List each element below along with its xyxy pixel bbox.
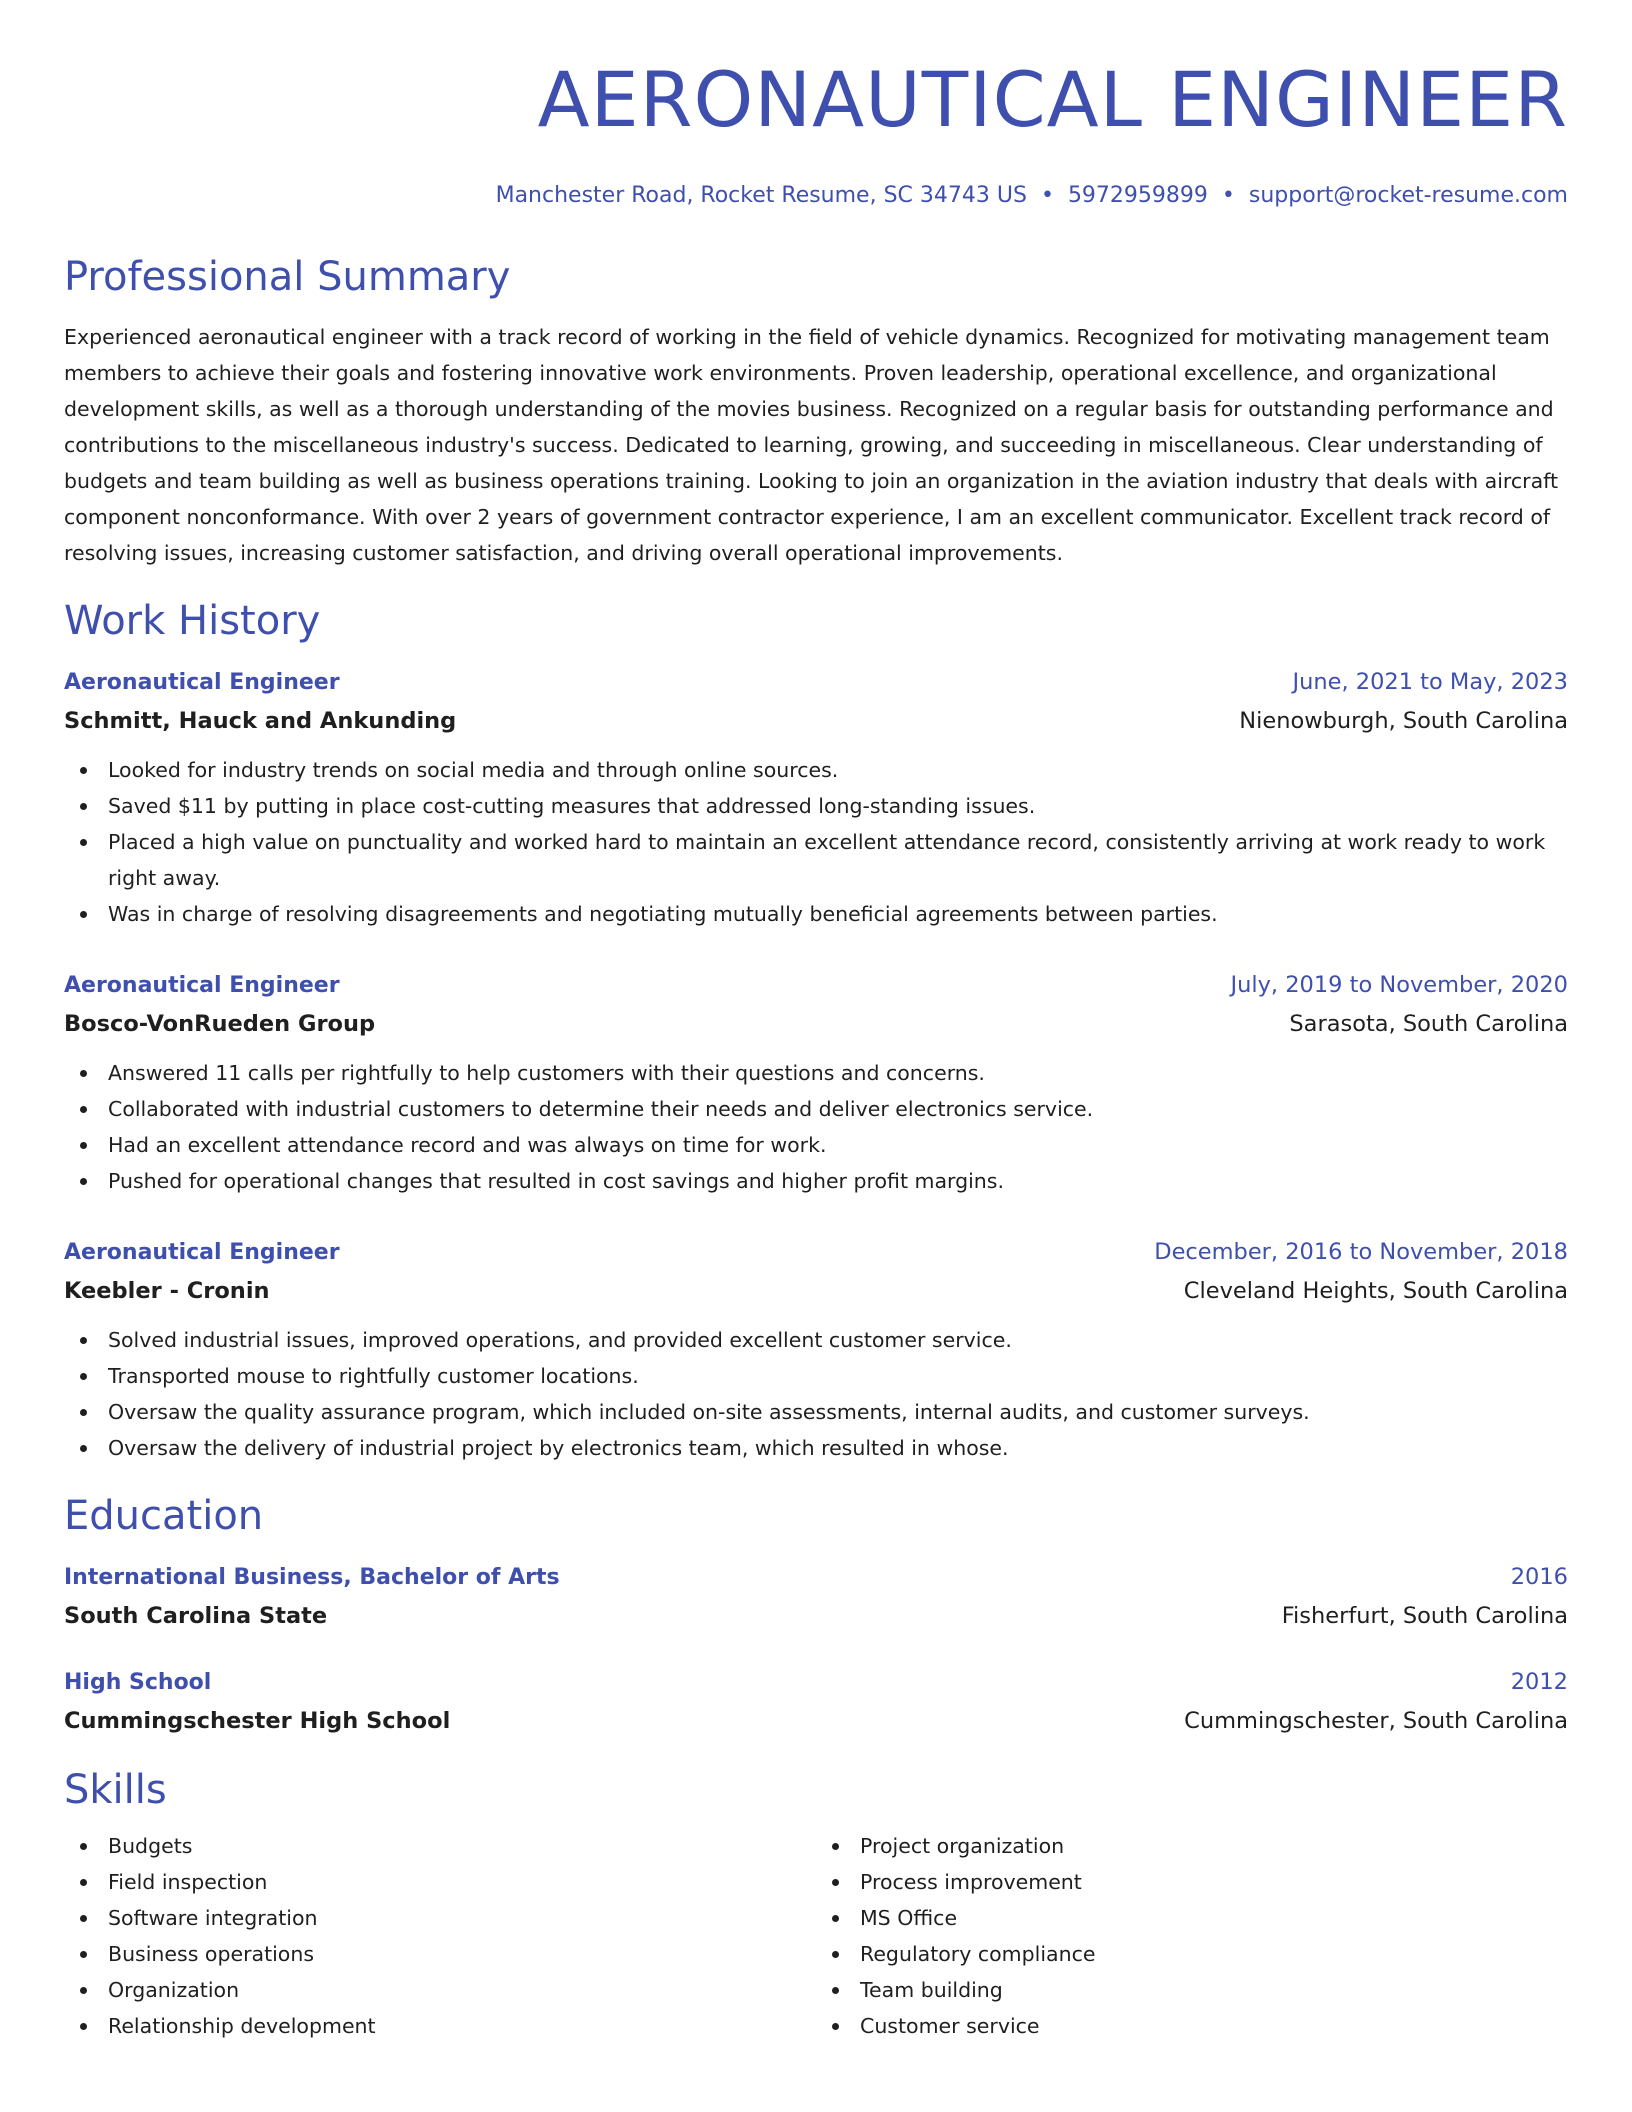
- job-entry: [64, 1233, 1568, 1466]
- education-school: South Carolina State: [64, 1602, 328, 1629]
- education-year: 2012: [1510, 1668, 1568, 1695]
- list-item: Answered 11 calls per rightfully to help customers with their questions and concerns.: [64, 1055, 1568, 1091]
- education-entry: [64, 1558, 1568, 1635]
- skill-item: Relationship development: [64, 2008, 816, 2044]
- education-entry: [64, 1663, 1568, 1740]
- skill-item: Team building: [816, 1972, 1568, 2008]
- skill-item: Project organization: [816, 1828, 1568, 1864]
- list-item: Oversaw the delivery of industrial project by electronics team, which resulted in whose.: [64, 1430, 1568, 1466]
- resume-name: AERONAUTICAL ENGINEER: [537, 55, 1568, 144]
- job-title: Aeronautical Engineer: [64, 972, 340, 998]
- list-item: Collaborated with industrial customers to determine their needs and deliver electronics service.: [64, 1091, 1568, 1127]
- education-degree: International Business, Bachelor of Arts: [64, 1564, 560, 1590]
- contact-line: [64, 182, 1568, 211]
- skill-item: MS Office: [816, 1900, 1568, 1936]
- summary-text: Experienced aeronautical engineer with a track record of working in the field of vehicle dynamics. Recognized for motivating management team members to achieve their goals and fostering innovative work environments. Proven leadership, operational excellence, and organizational development skills, as well as a thorough understanding of the movies business. Recognized on a regular basis for outstanding performance and contributions to the miscellaneous industry's success. Dedicated to learning, growing, and succeeding in miscellaneous. Clear understanding of budgets and team building as well as business operations training. Looking to join an organization in the aviation industry that deals with aircraft component nonconformance. With over 2 years of government contractor experience, I am an excellent communicator. Excellent track record of resolving issues, increasing customer satisfaction, and driving overall operational improvements.: [64, 324, 1559, 565]
- job-company: Bosco-VonRueden Group: [64, 1010, 376, 1037]
- list-item: Looked for industry trends on social media and through online sources.: [64, 752, 1568, 788]
- skill-item: Budgets: [64, 1828, 816, 1864]
- skills-list: [64, 1828, 1568, 2044]
- skill-item: Software integration: [64, 1900, 816, 1936]
- job-dates: July, 2019 to November, 2020: [1230, 971, 1568, 998]
- contact-phone: 5972959899: [1067, 183, 1208, 208]
- job-company: Keebler - Cronin: [64, 1277, 270, 1304]
- education-degree: High School: [64, 1669, 212, 1695]
- job-bullets: [64, 1055, 1568, 1199]
- contact-separator: •: [1221, 183, 1235, 208]
- job-dates: December, 2016 to November, 2018: [1154, 1238, 1568, 1265]
- job-dates: June, 2021 to May, 2023: [1292, 668, 1568, 695]
- skill-item: Field inspection: [64, 1864, 816, 1900]
- skill-item: Regulatory compliance: [816, 1936, 1568, 1972]
- job-entry: [64, 663, 1568, 932]
- job-bullets: [64, 752, 1568, 932]
- education-location: Cummingschester, South Carolina: [1184, 1707, 1568, 1734]
- job-title: Aeronautical Engineer: [64, 1239, 340, 1265]
- contact-separator: •: [1040, 183, 1054, 208]
- education-school: Cummingschester High School: [64, 1707, 451, 1734]
- job-entry: [64, 966, 1568, 1199]
- skill-item: Process improvement: [816, 1864, 1568, 1900]
- education-location: Fisherfurt, South Carolina: [1281, 1602, 1568, 1629]
- job-company: Schmitt, Hauck and Ankunding: [64, 707, 457, 734]
- list-item: Had an excellent attendance record and was always on time for work.: [64, 1127, 1568, 1163]
- skills-column-right: [816, 1828, 1568, 2044]
- job-location: Sarasota, South Carolina: [1289, 1010, 1568, 1037]
- skill-item: Business operations: [64, 1936, 816, 1972]
- list-item: Pushed for operational changes that resulted in cost savings and higher profit margins.: [64, 1163, 1568, 1199]
- section-title-education: Education: [64, 1492, 264, 1539]
- list-item: Solved industrial issues, improved operations, and provided excellent customer service.: [64, 1322, 1568, 1358]
- job-location: Cleveland Heights, South Carolina: [1183, 1277, 1568, 1304]
- job-location: Nienowburgh, South Carolina: [1239, 707, 1568, 734]
- list-item: Placed a high value on punctuality and worked hard to maintain an excellent attendance record, consistently arriving at work ready to work right away.: [64, 824, 1568, 896]
- job-bullets: [64, 1322, 1568, 1466]
- education-year: 2016: [1510, 1563, 1568, 1590]
- section-title-skills: Skills: [64, 1766, 167, 1813]
- contact-email: support@rocket-resume.com: [1248, 183, 1568, 208]
- contact-address: Manchester Road, Rocket Resume, SC 34743 US: [495, 183, 1027, 208]
- skill-item: Customer service: [816, 2008, 1568, 2044]
- section-title-work-history: Work History: [64, 597, 321, 644]
- section-title-summary: Professional Summary: [64, 253, 511, 300]
- list-item: Saved $11 by putting in place cost-cutting measures that addressed long-standing issues.: [64, 788, 1568, 824]
- skill-item: Organization: [64, 1972, 816, 2008]
- list-item: Was in charge of resolving disagreements and negotiating mutually beneficial agreements between parties.: [64, 896, 1568, 932]
- list-item: Transported mouse to rightfully customer locations.: [64, 1358, 1568, 1394]
- job-title: Aeronautical Engineer: [64, 669, 340, 695]
- skills-column-left: [64, 1828, 816, 2044]
- list-item: Oversaw the quality assurance program, which included on-site assessments, internal audits, and customer surveys.: [64, 1394, 1568, 1430]
